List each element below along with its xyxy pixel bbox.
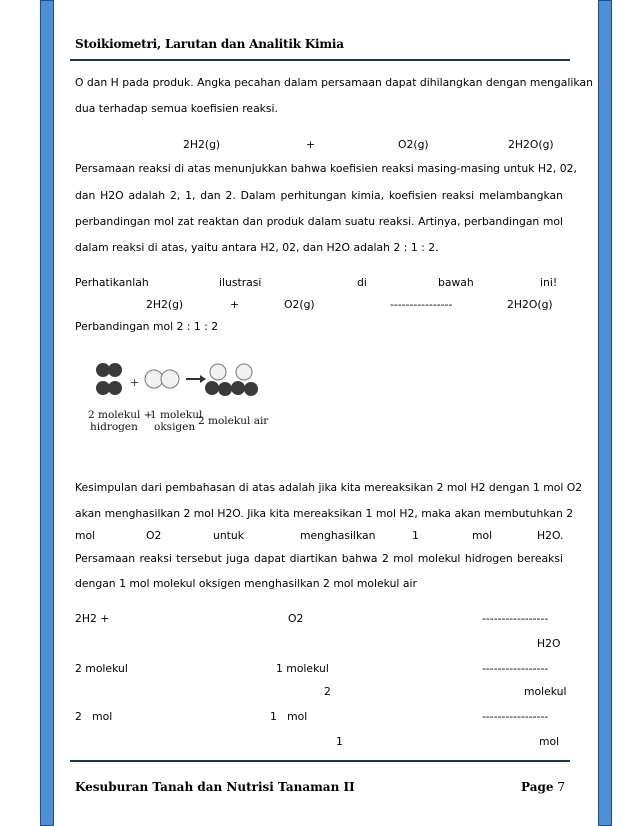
eq2-reactant-h2: 2H2(g) [146, 298, 184, 311]
hydrogen-molecules-icon [96, 363, 122, 395]
page-label: Page [521, 780, 554, 794]
eq1-plus: + [306, 138, 316, 151]
conclusion-line3-word5: 1 [412, 529, 419, 542]
intro-word-2: ilustrasi [219, 276, 262, 289]
row3-col2: 1 mol [270, 710, 308, 723]
row2-wrap-num: 2 [324, 685, 331, 698]
caption-oxygen-line1: 1 molekul [150, 409, 203, 421]
header-title: Stoikiometri, Larutan dan Analitik Kimia [75, 37, 344, 51]
intro-word-1: Perhatikanlah [75, 276, 149, 289]
intro-word-4: bawah [438, 276, 474, 289]
eq1-product-h2o: 2H2O(g) [508, 138, 554, 151]
illustration-plus: + [130, 376, 140, 389]
row3-wrap-unit: mol [539, 735, 560, 748]
row3-wrap-num: 1 [336, 735, 343, 748]
intro-word-5: ini! [540, 276, 558, 289]
conclusion-line5: dengan 1 mol molekul oksigen menghasilkan 2 mol molekul air [75, 577, 417, 590]
footer-rule [70, 760, 570, 762]
footer-title: Kesuburan Tanah dan Nutrisi Tanaman II [75, 780, 355, 794]
para2-line2: dan H2O adalah 2, 1, dan 2. Dalam perhitungan kimia, koefisien reaksi melambangkan [75, 189, 563, 202]
page-number [520, 780, 565, 794]
conclusion-line3-word7: H2O. [537, 529, 564, 542]
row3-col3: ----------------- [482, 710, 549, 723]
mol-ratio-line: Perbandingan mol 2 : 1 : 2 [75, 320, 219, 333]
molecule-drawing [88, 358, 328, 408]
row2-col1: 2 molekul [75, 662, 128, 675]
page-number-value: 7 [557, 780, 565, 794]
eq2-product-h2o: 2H2O(g) [507, 298, 553, 311]
conclusion-line3-word2: O2 [146, 529, 162, 542]
eq1-reactant-o2: O2(g) [398, 138, 429, 151]
right-border-bar [598, 0, 612, 826]
conclusion-line3-word4: menghasilkan [300, 529, 376, 542]
conclusion-line3-word6: mol [472, 529, 493, 542]
conclusion-line1: Kesimpulan dari pembahasan di atas adalah jika kita mereaksikan 2 mol H2 dengan 1 mol O2 [75, 481, 583, 494]
intro-word-3: di [357, 276, 367, 289]
eq1-reactant-h2: 2H2(g) [183, 138, 221, 151]
row1-col3: ----------------- [482, 612, 549, 625]
conclusion-line4: Persamaan reaksi tersebut juga dapat diartikan bahwa 2 mol molekul hidrogen bereaksi [75, 552, 563, 565]
oxygen-molecule-icon [145, 370, 179, 388]
caption-oxygen-line2: oksigen [154, 421, 196, 433]
caption-hydrogen-line2: hidrogen [90, 421, 138, 433]
header-rule [70, 59, 570, 61]
conclusion-line2: akan menghasilkan 2 mol H2O. Jika kita mereaksikan 1 mol H2, maka akan membutuhkan 2 [75, 507, 574, 520]
row2-wrap-unit: molekul [524, 685, 567, 698]
row2-col2: 1 molekul [276, 662, 329, 675]
conclusion-line3-word3: untuk [213, 529, 245, 542]
eq2-plus: + [230, 298, 240, 311]
row1-wrap: H2O [537, 637, 561, 650]
left-border-bar [40, 0, 54, 826]
water-molecules-icon [205, 364, 258, 396]
reaction-arrow-icon [186, 375, 206, 383]
molecule-illustration [88, 358, 328, 448]
conclusion-line3-word1: mol [75, 529, 96, 542]
row3-col1: 2 mol [75, 710, 113, 723]
row1-col1: 2H2 + [75, 612, 110, 625]
para2-line1: Persamaan reaksi di atas menunjukkan bahwa koefisien reaksi masing-masing untuk H2, 02, [75, 162, 577, 175]
row2-col3: ----------------- [482, 662, 549, 675]
para1-line2: dua terhadap semua koefisien reaksi. [75, 102, 278, 115]
para2-line4: dalam reaksi di atas, yaitu antara H2, 02, dan H2O adalah 2 : 1 : 2. [75, 241, 439, 254]
para1-line1: O dan H pada produk. Angka pecahan dalam persamaan dapat dihilangkan dengan mengalikan [75, 76, 593, 89]
eq2-reactant-o2: O2(g) [284, 298, 315, 311]
caption-hydrogen-line1: 2 molekul + [88, 409, 153, 421]
para2-line3: perbandingan mol zat reaktan dan produk dalam suatu reaksi. Artinya, perbandingan mol [75, 215, 563, 228]
row1-col2: O2 [288, 612, 304, 625]
caption-water: 2 molekul air [198, 415, 269, 427]
eq2-arrow: ---------------- [390, 298, 453, 311]
